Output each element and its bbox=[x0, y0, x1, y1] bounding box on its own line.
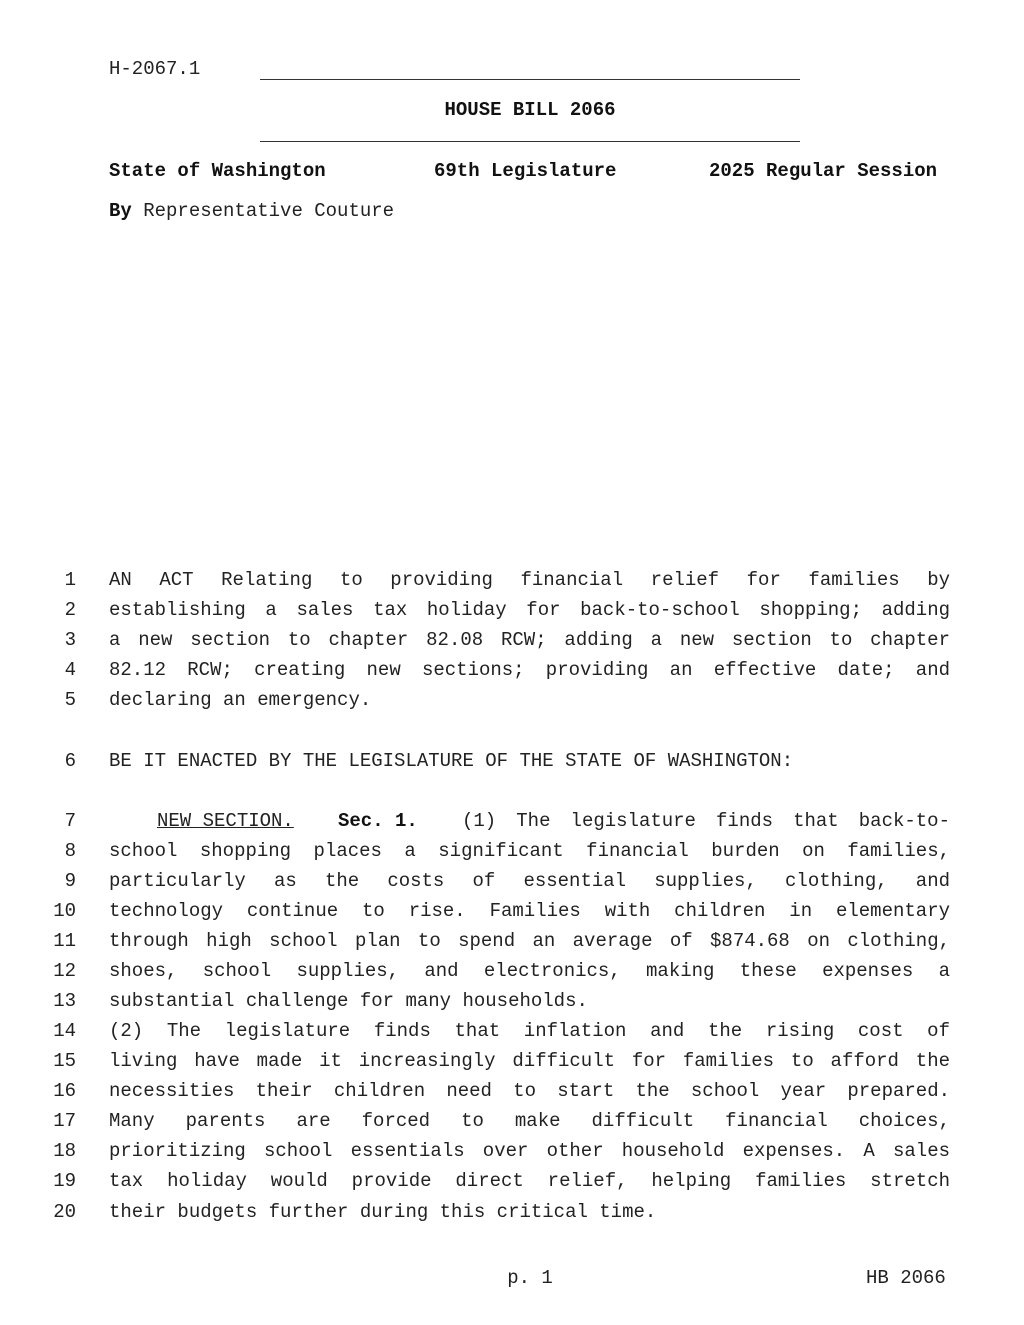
body-line: (1) The legislature finds that back-to- bbox=[462, 810, 950, 832]
body-line: technology continue to rise. Families with children in elementary bbox=[109, 900, 950, 922]
document-id: H-2067.1 bbox=[109, 58, 201, 80]
body-line: AN ACT Relating to providing financial relief for families by bbox=[109, 569, 950, 591]
body-line: establishing a sales tax holiday for back-to-school shopping; adding bbox=[109, 599, 950, 621]
page-number: p. 1 bbox=[507, 1267, 553, 1289]
state-label: State of Washington bbox=[109, 160, 326, 182]
legislature-label: 69th Legislature bbox=[434, 160, 617, 182]
line-number: 20 bbox=[53, 1201, 76, 1223]
enacting-clause: BE IT ENACTED BY THE LEGISLATURE OF THE STATE OF WASHINGTON: bbox=[109, 750, 794, 772]
body-line: living have made it increasingly difficult for families to afford the bbox=[109, 1050, 950, 1072]
section-number: Sec. 1. bbox=[338, 810, 418, 832]
line-number: 12 bbox=[53, 960, 76, 982]
line-number: 11 bbox=[53, 930, 76, 952]
line-number: 9 bbox=[64, 870, 76, 892]
line-number: 8 bbox=[64, 840, 76, 862]
body-line: school shopping places a significant financial burden on families, bbox=[109, 840, 950, 862]
line-number: 5 bbox=[64, 689, 76, 711]
body-line: particularly as the costs of essential supplies, clothing, and bbox=[109, 870, 950, 892]
new-section-heading bbox=[157, 810, 294, 832]
body-line: declaring an emergency. bbox=[109, 689, 372, 711]
body-line: through high school plan to spend an average of $874.68 on clothing, bbox=[109, 930, 950, 952]
line-number: 10 bbox=[53, 900, 76, 922]
body-line: tax holiday would provide direct relief, helping families stretch bbox=[109, 1170, 950, 1192]
line-number: 13 bbox=[53, 990, 76, 1012]
body-line: necessities their children need to start the school year prepared. bbox=[109, 1080, 950, 1102]
body-line: 82.12 RCW; creating new sections; providing an effective date; and bbox=[109, 659, 950, 681]
line-number: 16 bbox=[53, 1080, 76, 1102]
body-line: shoes, school supplies, and electronics, making these expenses a bbox=[109, 960, 950, 982]
sponsor-name: Representative Couture bbox=[143, 200, 395, 222]
footer-bill-ref: HB 2066 bbox=[866, 1267, 946, 1289]
line-number: 15 bbox=[53, 1050, 76, 1072]
body-line: (2) The legislature finds that inflation and the rising cost of bbox=[109, 1020, 950, 1042]
line-number: 18 bbox=[53, 1140, 76, 1162]
line-number: 6 bbox=[64, 750, 76, 772]
new-section-label: NEW SECTION. bbox=[157, 810, 294, 832]
by-label: By bbox=[109, 200, 132, 222]
body-line: a new section to chapter 82.08 RCW; adding a new section to chapter bbox=[109, 629, 950, 651]
sponsor-line bbox=[109, 200, 394, 222]
body-line: prioritizing school essentials over other household expenses. A sales bbox=[109, 1140, 950, 1162]
body-line: Many parents are forced to make difficult financial choices, bbox=[109, 1110, 950, 1132]
line-number: 4 bbox=[64, 659, 76, 681]
top-rule bbox=[260, 79, 800, 80]
line-number: 14 bbox=[53, 1020, 76, 1042]
bottom-rule bbox=[260, 141, 800, 142]
line-number: 7 bbox=[64, 810, 76, 832]
line-number: 3 bbox=[64, 629, 76, 651]
session-label: 2025 Regular Session bbox=[709, 160, 938, 182]
line-number: 1 bbox=[64, 569, 76, 591]
line-number: 19 bbox=[53, 1170, 76, 1192]
line-number: 2 bbox=[64, 599, 76, 621]
body-line: substantial challenge for many households. bbox=[109, 990, 588, 1012]
bill-title: HOUSE BILL 2066 bbox=[444, 99, 616, 121]
body-line: their budgets further during this critical time. bbox=[109, 1201, 657, 1223]
line-number: 17 bbox=[53, 1110, 76, 1132]
